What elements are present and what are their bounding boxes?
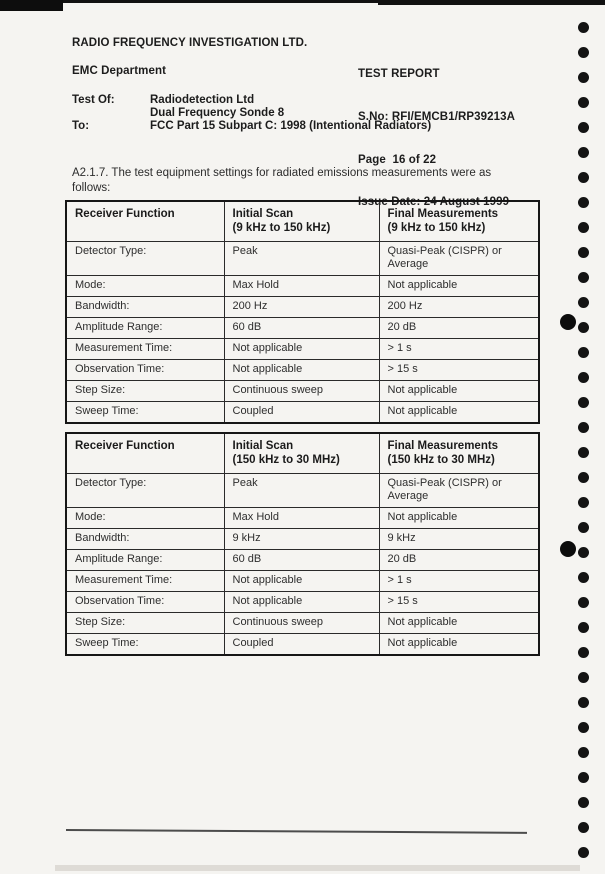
table-cell: Not applicable	[379, 276, 539, 297]
table-cell: Not applicable	[379, 381, 539, 402]
table-cell: Peak	[224, 242, 379, 276]
table-cell: Max Hold	[224, 276, 379, 297]
footer-rule-line	[66, 829, 527, 834]
table-cell: Measurement Time:	[66, 571, 224, 592]
binder-hole	[578, 572, 589, 583]
binder-hole	[578, 647, 589, 658]
table-row	[66, 550, 539, 571]
binder-hole	[578, 72, 589, 83]
table-body	[66, 242, 539, 424]
spacer	[72, 107, 150, 120]
table-row	[66, 297, 539, 318]
table-cell: Bandwidth:	[66, 297, 224, 318]
binder-hole	[578, 797, 589, 808]
report-title: TEST REPORT	[358, 68, 440, 81]
col-header-initial-scan	[224, 201, 379, 242]
to-label: To:	[72, 120, 90, 133]
col-header-subtitle: (9 kHz to 150 kHz)	[232, 221, 331, 234]
table-cell: 200 Hz	[379, 297, 539, 318]
col-header-title: Receiver Function	[75, 440, 175, 452]
table-cell: Coupled	[224, 402, 379, 424]
to-value: FCC Part 15 Subpart C: 1998 (Intentional Radiators)	[150, 120, 432, 133]
scan-artifact-top-right-bar	[378, 0, 605, 5]
table-cell: Not applicable	[224, 360, 379, 381]
table-cell: Not applicable	[379, 613, 539, 634]
table-cell: Sweep Time:	[66, 634, 224, 656]
col-header-receiver-function	[66, 433, 224, 474]
table-cell: Step Size:	[66, 381, 224, 402]
section-paragraph: A2.1.7. The test equipment settings for radiated emissions measurements were as follows:	[72, 167, 492, 194]
table-cell: Observation Time:	[66, 360, 224, 381]
scan-artifact-top-left-bar	[0, 0, 63, 11]
binder-hole	[578, 97, 589, 108]
table-row	[66, 634, 539, 656]
col-header-title: Initial Scan	[232, 208, 294, 220]
department-name: EMC Department	[72, 65, 167, 77]
table-cell: 20 dB	[379, 318, 539, 339]
table-cell: > 1 s	[379, 339, 539, 360]
table-cell: Not applicable	[224, 571, 379, 592]
table-header-row	[66, 433, 539, 474]
table-cell: > 1 s	[379, 571, 539, 592]
table-cell: Not applicable	[224, 592, 379, 613]
binder-hole	[578, 672, 589, 683]
col-header-final-measurements	[379, 201, 539, 242]
binder-hole	[578, 722, 589, 733]
binder-hole	[578, 272, 589, 283]
binder-hole	[578, 222, 589, 233]
table-row	[66, 381, 539, 402]
binder-hole	[578, 22, 589, 33]
table-cell: Step Size:	[66, 613, 224, 634]
col-header-title: Final Measurements	[387, 208, 499, 220]
binder-hole	[578, 697, 589, 708]
binder-hole	[578, 397, 589, 408]
binder-hole	[578, 372, 589, 383]
binder-hole	[578, 147, 589, 158]
test-subject-block	[72, 94, 431, 134]
table-cell: Coupled	[224, 634, 379, 656]
table-cell: Max Hold	[224, 508, 379, 529]
col-header-receiver-function	[66, 201, 224, 242]
table-cell: 20 dB	[379, 550, 539, 571]
table-cell: Detector Type:	[66, 474, 224, 508]
col-header-initial-scan	[224, 433, 379, 474]
table-cell: Peak	[224, 474, 379, 508]
binder-hole	[578, 547, 589, 558]
binder-hole	[578, 472, 589, 483]
binder-hole	[578, 497, 589, 508]
binder-hole	[578, 622, 589, 633]
binder-hole	[578, 247, 589, 258]
binder-hole	[578, 597, 589, 608]
table-row	[66, 529, 539, 550]
binder-hole	[578, 122, 589, 133]
table-cell: Quasi-Peak (CISPR) or Average	[379, 474, 539, 508]
report-serial: S.No: RFI/EMCB1/RP39213A	[358, 111, 516, 124]
table-row	[66, 242, 539, 276]
table-cell: 9 kHz	[379, 529, 539, 550]
table-cell: 9 kHz	[224, 529, 379, 550]
table-row	[66, 508, 539, 529]
report-page: Page 16 of 22	[358, 153, 437, 166]
table-row	[66, 571, 539, 592]
col-header-title: Initial Scan	[232, 440, 294, 452]
table-cell: 60 dB	[224, 318, 379, 339]
col-header-subtitle: (150 kHz to 30 MHz)	[387, 453, 495, 466]
table-cell: > 15 s	[379, 592, 539, 613]
scan-artifact-bottom-shadow	[55, 865, 580, 871]
table-cell: Not applicable	[224, 339, 379, 360]
binder-hole	[578, 347, 589, 358]
table-cell: Not applicable	[379, 508, 539, 529]
binder-hole	[578, 747, 589, 758]
table-cell: Detector Type:	[66, 242, 224, 276]
company-name: RADIO FREQUENCY INVESTIGATION LTD.	[72, 37, 308, 49]
table-cell: Bandwidth:	[66, 529, 224, 550]
binder-hole	[578, 322, 589, 333]
ink-blot-mark	[560, 314, 576, 330]
table-cell: Mode:	[66, 276, 224, 297]
test-of-label: Test Of:	[72, 94, 115, 106]
table-row	[66, 339, 539, 360]
table-cell: Not applicable	[379, 634, 539, 656]
test-of-value-line2: Dual Frequency Sonde 8	[150, 107, 285, 120]
table-cell: Continuous sweep	[224, 381, 379, 402]
table-cell: 200 Hz	[224, 297, 379, 318]
table-cell: Mode:	[66, 508, 224, 529]
table-row	[66, 318, 539, 339]
table-cell: Amplitude Range:	[66, 550, 224, 571]
binder-hole	[578, 847, 589, 858]
table-row	[66, 276, 539, 297]
table-cell: > 15 s	[379, 360, 539, 381]
table-row	[66, 402, 539, 424]
report-issue-date: Issue Date: 24 August 1999	[358, 196, 510, 209]
col-header-subtitle: (9 kHz to 150 kHz)	[387, 221, 486, 234]
table-cell: Not applicable	[379, 402, 539, 424]
table-header-row	[66, 201, 539, 242]
binder-hole	[578, 447, 589, 458]
ink-blot-mark	[560, 541, 576, 557]
table-cell: Amplitude Range:	[66, 318, 224, 339]
binder-hole	[578, 197, 589, 208]
binder-hole	[578, 822, 589, 833]
table-row	[66, 474, 539, 508]
table-cell: 60 dB	[224, 550, 379, 571]
test-of-value-line1: Radiodetection Ltd	[150, 94, 255, 106]
table-cell: Measurement Time:	[66, 339, 224, 360]
binder-hole	[578, 422, 589, 433]
settings-table-150khz-30mhz	[65, 432, 540, 656]
table-row	[66, 360, 539, 381]
table-body	[66, 474, 539, 656]
binder-hole	[578, 522, 589, 533]
settings-table-9khz-150khz	[65, 200, 540, 424]
binder-hole	[578, 47, 589, 58]
col-header-subtitle: (150 kHz to 30 MHz)	[232, 453, 340, 466]
table-cell: Quasi-Peak (CISPR) or Average	[379, 242, 539, 276]
table-cell: Sweep Time:	[66, 402, 224, 424]
binder-hole	[578, 297, 589, 308]
binder-hole	[578, 172, 589, 183]
col-header-title: Final Measurements	[387, 440, 499, 452]
binder-hole	[578, 772, 589, 783]
table-row	[66, 613, 539, 634]
col-header-final-measurements	[379, 433, 539, 474]
table-row	[66, 592, 539, 613]
table-cell: Observation Time:	[66, 592, 224, 613]
col-header-title: Receiver Function	[75, 208, 175, 220]
table-cell: Continuous sweep	[224, 613, 379, 634]
